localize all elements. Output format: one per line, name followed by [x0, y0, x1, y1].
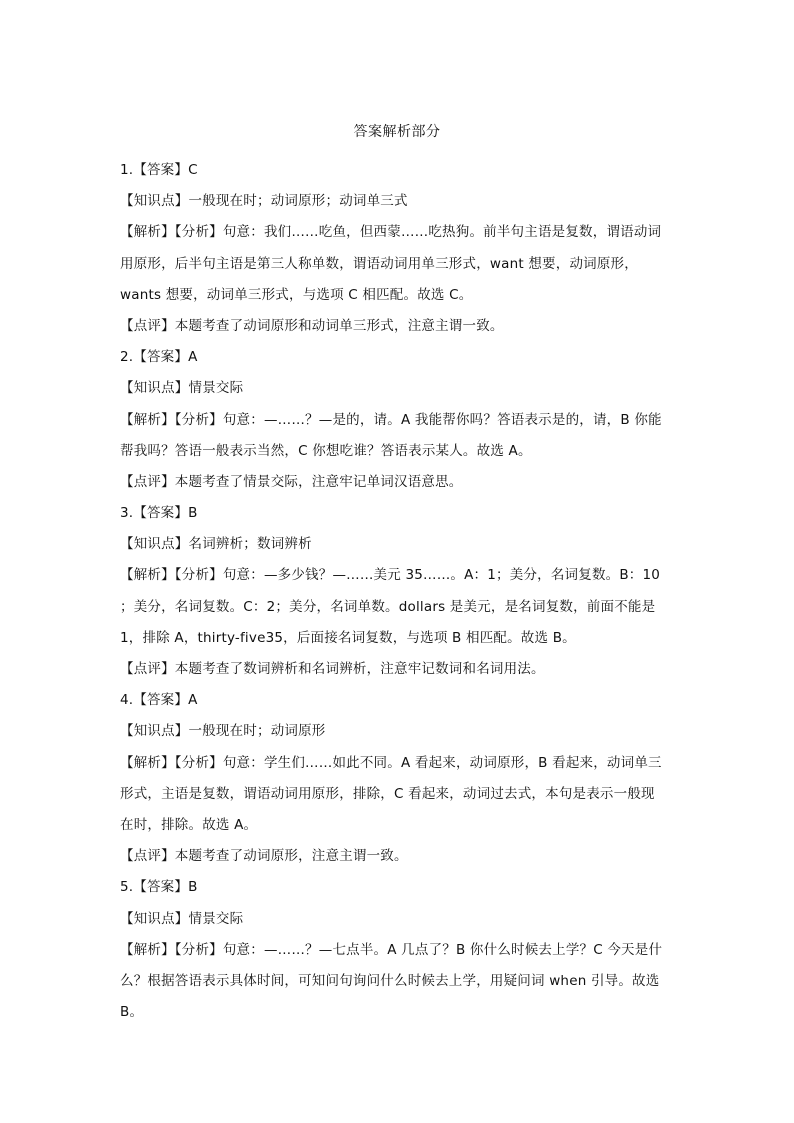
q1-knowledge-point: 【知识点】一般现在时；动词原形；动词单三式 [120, 193, 408, 210]
q4-analysis-line-1: 【解析】【分析】句意：学生们……如此不同。A 看起来，动词原形，B 看起来，动词单三 [120, 754, 662, 771]
q5-analysis-line-3: B。 [120, 1004, 144, 1021]
q1-analysis-line-2: 用原形，后半句主语是第三人称单数，谓语动词用单三形式，want 想要，动词原形， [120, 255, 638, 272]
answer-explanations [120, 155, 680, 1028]
q4-analysis-line-2: 形式，主语是复数，谓语动词用原形，排除，C 看起来，动词过去式，本句是表示一般现 [120, 785, 655, 802]
q2-knowledge-point: 【知识点】情景交际 [120, 380, 244, 397]
q4-comment: 【点评】本题考查了动词原形，注意主谓一致。 [120, 848, 408, 865]
page-title: 答案解析部分 [353, 124, 441, 140]
q1-analysis-line-3: wants 想要，动词单三形式，与选项 C 相匹配。故选 C。 [120, 286, 473, 303]
q4-answer: 4.【答案】A [120, 692, 198, 709]
q5-answer: 5.【答案】B [120, 879, 198, 896]
q3-comment: 【点评】本题考查了数词辨析和名词辨析，注意牢记数词和名词用法。 [120, 661, 545, 677]
q3-analysis-line-2: ；美分，名词复数。C：2；美分，名词单数。dollars 是美元，是名词复数，前面不能是 [120, 598, 656, 615]
q2-comment: 【点评】本题考查了情景交际，注意牢记单词汉语意思。 [120, 473, 463, 490]
q1-answer: 1.【答案】C [120, 162, 198, 178]
q3-answer: 3.【答案】B [120, 505, 198, 522]
q2-answer: 2.【答案】A [120, 349, 198, 366]
q3-analysis-line-1: 【解析】【分析】句意：—多少钱？—……美元 35……。A：1；美分，名词复数。B：10 [120, 567, 661, 584]
q1-comment: 【点评】本题考查了动词原形和动词单三形式，注意主谓一致。 [120, 317, 504, 334]
q5-knowledge-point: 【知识点】情景交际 [120, 910, 244, 927]
q5-analysis-line-1: 【解析】【分析】句意：—……？—七点半。A 几点了？B 你什么时候去上学？C 今天是什 [120, 941, 663, 958]
q3-analysis-line-3: 1，排除 A，thirty-five35，后面接名词复数，与选项 B 相匹配。故选 B。 [120, 629, 576, 646]
q2-analysis-line-1: 【解析】【分析】句意：—……？—是的，请。A 我能帮你吗？答语表示是的，请，B 你能 [120, 411, 662, 428]
q4-knowledge-point: 【知识点】一般现在时；动词原形 [120, 723, 326, 740]
q1-analysis-line-1: 【解析】【分析】句意：我们……吃鱼，但西蒙……吃热狗。前半句主语是复数，谓语动词 [120, 224, 662, 241]
q2-analysis-line-2: 帮我吗？答语一般表示当然，C 你想吃谁？答语表示某人。故选 A。 [120, 442, 532, 459]
q3-knowledge-point: 【知识点】名词辨析；数词辨析 [120, 536, 312, 553]
q4-analysis-line-3: 在时，排除。故选 A。 [120, 816, 258, 833]
q5-analysis-line-2: 么？根据答语表示具体时间，可知问句询问什么时候去上学，用疑问词 when 引导。故选 [120, 972, 660, 989]
